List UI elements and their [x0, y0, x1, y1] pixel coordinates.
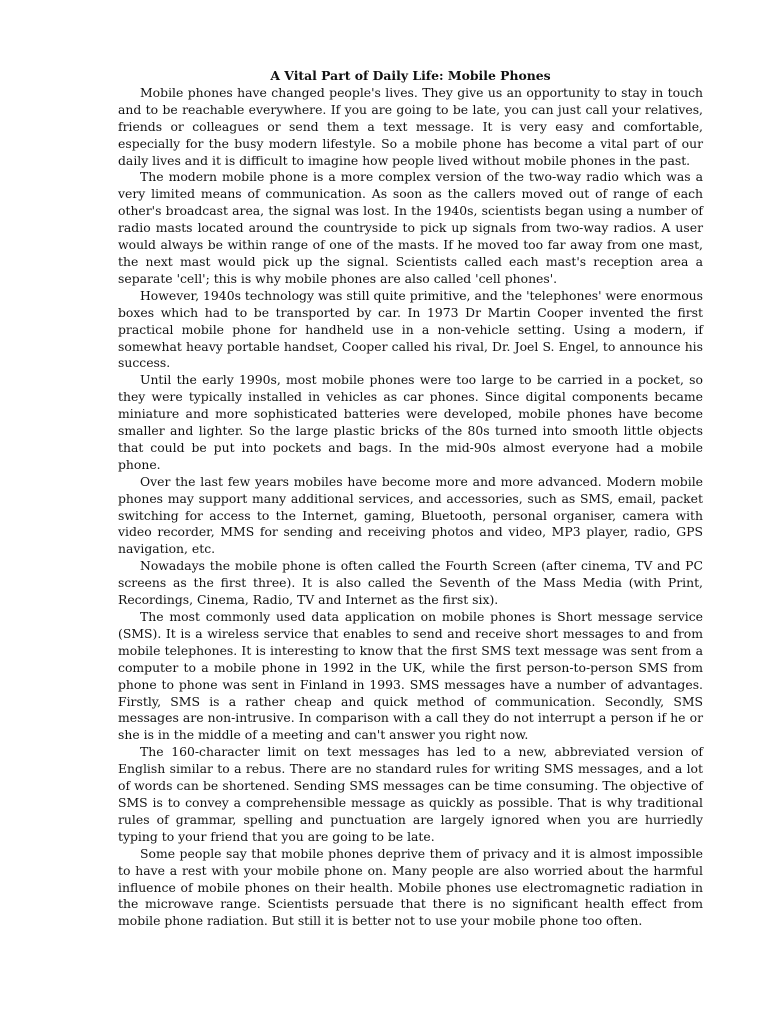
paragraph-6: Nowadays the mobile phone is often called the Fourth Screen (after cinema, TV and PC screens as the first three). It is also called the Seventh of the Mass Media (with Print, Recordings, Cinema, Radio, TV and Internet as the first six).	[118, 558, 703, 608]
paragraph-2: The modern mobile phone is a more complex version of the two-way radio which was a very limited means of communication. As soon as the callers moved out of range of each other's broadcast area, the signal was lost. In the 1940s, scientists began using a number of radio masts located around the countryside to pick up signals from two-way radios. A user would always be within range of one of the masts. If he moved too far away from one mast, the next mast would pick up the signal. Scientists called each mast's reception area a separate 'cell'; this is why mobile phones are also called 'cell phones'.	[118, 169, 703, 286]
paragraph-3: However, 1940s technology was still quite primitive, and the 'telephones' were enormous boxes which had to be transported by car. In 1973 Dr Martin Cooper invented the first practical mobile phone for handheld use in a non-vehicle setting. Using a modern, if somewhat heavy portable handset, Cooper called his rival, Dr. Joel S. Engel, to announce his success.	[118, 287, 703, 371]
paragraph-1: Mobile phones have changed people's lives. They give us an opportunity to stay in touch and to be reachable everywhere. If you are going to be late, you can just call your relatives, friends or colleagues or send them a text message. It is very easy and comfortable, especially for the busy modern lifestyle. So a mobile phone has become a vital part of our daily lives and it is difficult to imagine how people lived without mobile phones in the past.	[118, 84, 703, 168]
document-title: A Vital Part of Daily Life: Mobile Phones	[270, 68, 551, 83]
paragraph-8: The 160-character limit on text messages has led to a new, abbreviated version of English similar to a rebus. There are no standard rules for writing SMS messages, and a lot of words can be shortened. Sending SMS messages can be time consuming. The objective of SMS is to convey a comprehensible message as quickly as possible. That is why traditional rules of grammar, spelling and punctuation are largely ignored when you are hurriedly typing to your friend that you are going to be late.	[118, 744, 703, 844]
paragraph-9: Some people say that mobile phones deprive them of privacy and it is almost impossible to have a rest with your mobile phone on. Many people are also worried about the harmful influence of mobile phones on their health. Mobile phones use electromagnetic radiation in the microwave range. Scientists persuade that there is no significant health effect from mobile phone radiation. But still it is better not to use your mobile phone too often.	[118, 845, 703, 929]
document-page	[118, 68, 703, 930]
paragraph-5: Over the last few years mobiles have become more and more advanced. Modern mobile phones may support many additional services, and accessories, such as SMS, email, packet switching for access to the Internet, gaming, Bluetooth, personal organiser, camera with video recorder, MMS for sending and receiving photos and video, MP3 player, radio, GPS navigation, etc.	[118, 473, 703, 557]
paragraph-7: The most commonly used data application on mobile phones is Short message service (SMS). It is a wireless service that enables to send and receive short messages to and from mobile telephones. It is interesting to know that the first SMS text message was sent from a computer to a mobile phone in 1992 in the UK, while the first person-to-person SMS from phone to phone was sent in Finland in 1993. SMS messages have a number of advantages. Firstly, SMS is a rather cheap and quick method of communication. Secondly, SMS messages are non-intrusive. In comparison with a call they do not interrupt a person if he or she is in the middle of a meeting and can't answer you right now.	[118, 609, 703, 743]
paragraph-4: Until the early 1990s, most mobile phones were too large to be carried in a pocket, so they were typically installed in vehicles as car phones. Since digital components became miniature and more sophisticated batteries were developed, mobile phones have become smaller and lighter. So the large plastic bricks of the 80s turned into smooth little objects that could be put into pockets and bags. In the mid-90s almost everyone had a mobile phone.	[118, 372, 703, 472]
